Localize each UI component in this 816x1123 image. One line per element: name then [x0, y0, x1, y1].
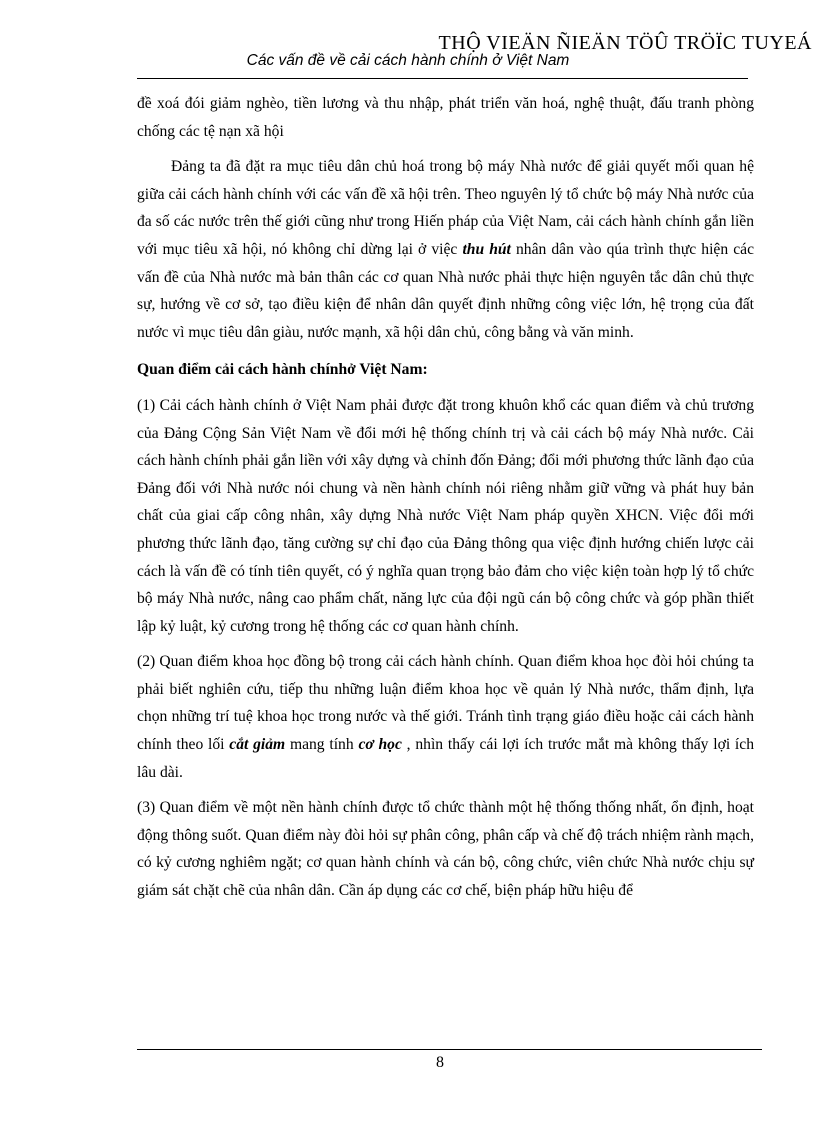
paragraph-4 [137, 648, 754, 786]
paragraph-1: đề xoá đói giảm nghèo, tiền lương và thu nhập, phát triển văn hoá, nghệ thuật, đấu tranh phòng chống các tệ nạn xã hội [137, 95, 754, 140]
page-body [137, 90, 754, 905]
paragraph-4-part-c: , nhìn thấy cái lợi ích trước mắt mà không thấy lợi ích lâu dài. [137, 736, 754, 781]
paragraph-4-part-a: (2) Quan điểm khoa học đồng bộ trong cải cách hành chính. Quan điểm khoa học đòi hỏi chúng ta phải biết nghiên cứu, tiếp thu những luận điểm khoa học về quản lý Nhà nước, thẩm định, lựa chọn những trí tuệ khoa học trong nước và thế giới. Tránh tình trạng giáo điều hoặc cải cách hành chính theo lối [137, 653, 754, 754]
footer-rule [137, 1049, 762, 1050]
emphasis-cat-giam: cắt giảm [229, 736, 286, 754]
watermark-text: THỘ VIEÄN ÑIEÄN TÖÛ TRÖÏC TUYEÁ [438, 32, 812, 54]
paragraph-4-part-b: mang tính [285, 736, 359, 754]
paragraph-3: (1) Cải cách hành chính ở Việt Nam phải được đặt trong khuôn khổ các quan điểm và chủ trương của Đảng Cộng Sản Việt Nam về đổi mới hệ thống chính trị và cải cách bộ máy Nhà nước. Cải cách hành chính phải gắn liền với xây dựng và chỉnh đốn Đảng; đổi mới phương thức lãnh đạo của Đảng đối với Nhà nước nói chung và nền hành chính nói riêng nhằm giữ vững và phát huy bản chất của giai cấp công nhân, xây dựng Nhà nước Việt Nam pháp quyền XHCN. Việc đổi mới phương thức lãnh đạo, tăng cường sự chỉ đạo của Đảng thông qua việc định hướng chiến lược cải cách là vấn đề có tính tiên quyết, có ý nghĩa quan trọng bảo đảm cho việc kiện toàn hợp lý tổ chức bộ máy Nhà nước, nâng cao phẩm chất, năng lực của đội ngũ cán bộ công chức và góp phần thiết lập kỷ luật, kỷ cương trong hệ thống các cơ quan hành chính. [137, 396, 754, 635]
running-header: Các vấn đề về cải cách hành chính ở Việt Nam [246, 52, 570, 69]
paragraph-2-part-a: Đảng ta đã đặt ra mục tiêu dân chủ hoá trong bộ máy Nhà nước để giải quyết mối quan hệ giữa cải cách hành chính với các vấn đề xã hội trên. Theo nguyên lý tổ chức bộ máy Nhà nước của đa số các nước trên thế giới cũng như trong Hiến pháp của Việt Nam, cải cách hành chính gắn liền với mục tiêu xã hội, nó không chỉ dừng lại ở việc [137, 158, 754, 258]
page-number: 8 [436, 1054, 444, 1071]
header-rule [137, 78, 748, 79]
paragraph-2 [137, 153, 754, 346]
emphasis-co-hoc: cơ học [358, 736, 402, 754]
emphasis-thu-hut: thu hút [462, 240, 511, 258]
paragraph-2-part-b: nhân dân vào qúa trình thực hiện các vấn đề của Nhà nước mà bản thân các cơ quan Nhà nước phải thực hiện nguyên tắc dân chủ thực sự, hướng về cơ sở, tạo điều kiện để nhân dân quyết định những công việc lớn, hệ trọng của đất nước vì mục tiêu dân giàu, nước mạnh, xã hội dân chủ, công bằng và văn minh. [137, 240, 754, 341]
section-heading: Quan điểm cải cách hành chínhở Việt Nam: [137, 361, 428, 379]
paragraph-5: (3) Quan điểm về một nền hành chính được tổ chức thành một hệ thống thống nhất, ổn định, hoạt động thông suốt. Quan điểm này đòi hỏi sự phân công, phân cấp và chế độ trách nhiệm rành mạch, có kỷ cương nghiêm ngặt; cơ quan hành chính và cán bộ, công chức, viên chức Nhà nước chịu sự giám sát chặt chẽ của nhân dân. Cần áp dụng các cơ chế, biện pháp hữu hiệu để [137, 799, 754, 900]
